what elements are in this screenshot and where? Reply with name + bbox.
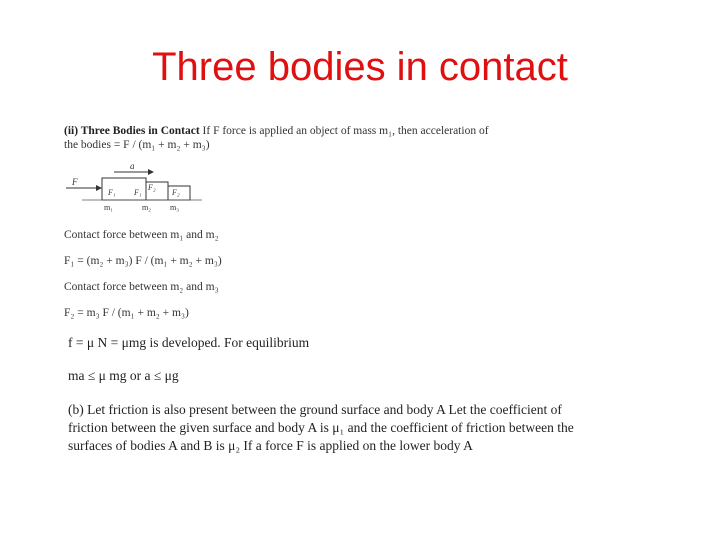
acceleration-arrowhead (148, 169, 154, 175)
intro-heading: (ii) Three Bodies in Contact (64, 125, 200, 137)
m3-label: m₃ (170, 203, 180, 212)
contact-force-m1-m2-label: Contact force between m₁ and m₂ (64, 229, 219, 241)
force-label: F (72, 177, 78, 187)
m2-label: m₂ (142, 203, 152, 212)
part-b-paragraph: (b) Let friction is also present between the ground surface and body A Let the coefficient of friction between the given surface and body A is μ₁ and the coefficient of friction between the surfaces of bodies A and B is μ₂ If a force F is applied on the lower body A (68, 402, 574, 453)
f2-formula: F₂ = m₃ F / (m₁ + m₂ + m₃) (64, 307, 189, 319)
f1-label-right: F₁ (134, 188, 142, 197)
slide-title: Three bodies in contact (152, 45, 568, 89)
f2-label-left: F₂ (148, 183, 156, 192)
contact-force-m2-m3-label: Contact force between m₂ and m₃ (64, 281, 219, 293)
m1-label: m₁ (104, 203, 114, 212)
f1-formula: F₁ = (m₂ + m₃) F / (m₁ + m₂ + m₃) (64, 255, 222, 267)
accel-label: a (130, 161, 135, 171)
three-blocks-diagram (62, 160, 212, 212)
intro-line-1 (64, 124, 489, 138)
applied-force-arrowhead (96, 185, 102, 191)
f2-label-right: F₂ (172, 188, 180, 197)
f1-label-left: F₁ (108, 188, 116, 197)
intro-line-2: the bodies = F / (m₁ + m₂ + m₃) (64, 139, 210, 151)
equilibrium-inequality: ma ≤ μ mg or a ≤ μg (68, 368, 179, 383)
intro-line-1-text: If F force is applied an object of mass m₁, then acceleration of (199, 125, 489, 137)
friction-line: f = μ N = μmg is developed. For equilibrium (68, 335, 310, 350)
